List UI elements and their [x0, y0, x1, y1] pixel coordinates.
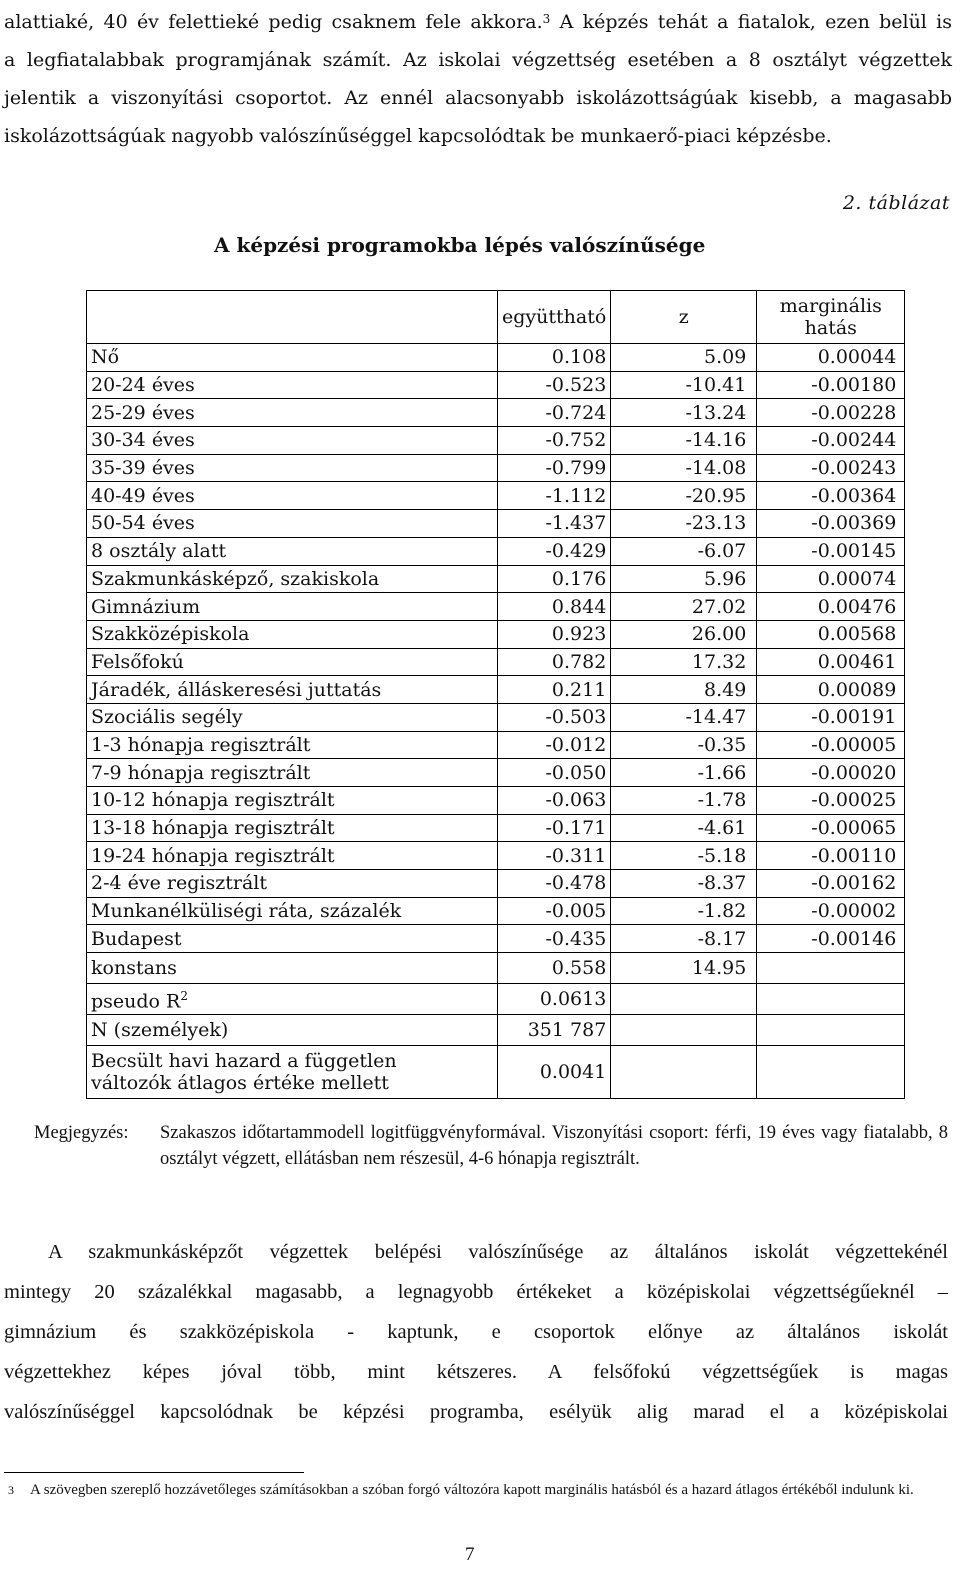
row-label: 40-49 éves — [87, 482, 498, 510]
table-title: A képzési programokba lépés valószínűsége — [214, 233, 706, 257]
marginal-cell: -0.00369 — [757, 510, 905, 538]
header-z: z — [611, 291, 757, 344]
marginal-cell: -0.00191 — [757, 703, 905, 731]
page-number: 7 — [465, 1544, 475, 1565]
row-label: 2-4 éve regisztrált — [87, 870, 498, 898]
row-label: konstans — [87, 953, 498, 984]
footnote-mark: 3 — [8, 1483, 14, 1497]
empty-cell — [611, 984, 757, 1015]
note-label: Megjegyzés: — [34, 1123, 129, 1143]
marginal-cell: -0.00364 — [757, 482, 905, 510]
z-cell: -20.95 — [611, 482, 757, 510]
empty-cell — [757, 953, 905, 984]
table-row — [87, 703, 905, 731]
z-cell: -8.37 — [611, 870, 757, 898]
note-text: Szakaszos időtartammodell logitfüggvényformával. Viszonyítási csoport: férfi, 19 éves vagy fiatalabb, 8 osztályt végzett, ellátásban nem részesül, 4-6 hónapja regisztrált. — [160, 1123, 948, 1169]
table-row — [87, 925, 905, 953]
coef-cell: 0.0041 — [498, 1046, 611, 1099]
row-label: 25-29 éves — [87, 399, 498, 427]
coef-cell: -0.799 — [498, 454, 611, 482]
coef-cell: -0.063 — [498, 787, 611, 815]
superscript: 2 — [180, 989, 188, 1004]
z-cell: -10.41 — [611, 371, 757, 399]
table-row — [87, 620, 905, 648]
coef-cell: -0.171 — [498, 814, 611, 842]
table-row — [87, 510, 905, 538]
table-row — [87, 565, 905, 593]
row-label: 20-24 éves — [87, 371, 498, 399]
row-label: Járadék, álláskeresési juttatás — [87, 676, 498, 704]
z-cell: -5.18 — [611, 842, 757, 870]
header-marginal: marginális hatás — [757, 291, 905, 344]
footnote-text: A szövegben szereplő hozzávetőleges számításokban a szóban forgó változóra kapott marginális hatásból és a hazard átlagos értékéből indulunk ki. — [30, 1482, 914, 1498]
coef-cell: 0.176 — [498, 565, 611, 593]
z-cell: -6.07 — [611, 537, 757, 565]
body-line-2: mintegy 20 százalékkal magasabb, a legnagyobb értékeket a középiskolai végzettségűeknél – — [4, 1281, 948, 1303]
table-row — [87, 427, 905, 455]
z-cell: -8.17 — [611, 925, 757, 953]
row-label: N (személyek) — [87, 1015, 498, 1046]
row-label — [87, 984, 498, 1015]
table-row — [87, 897, 905, 925]
table-row — [87, 454, 905, 482]
z-cell: 5.09 — [611, 344, 757, 372]
marginal-cell: 0.00044 — [757, 344, 905, 372]
coef-cell: 351 787 — [498, 1015, 611, 1046]
table-row — [87, 759, 905, 787]
marginal-cell: -0.00110 — [757, 842, 905, 870]
z-cell: -13.24 — [611, 399, 757, 427]
body-paragraph — [4, 1232, 948, 1432]
coef-cell: -0.724 — [498, 399, 611, 427]
body-line-4: végzettekhez képes jóval több, mint kétszeres. A felsőfokú végzettségűek is magas — [4, 1361, 948, 1383]
pseudo-label: pseudo R — [91, 990, 181, 1013]
z-cell: 26.00 — [611, 620, 757, 648]
row-label: Budapest — [87, 925, 498, 953]
marginal-cell: -0.00243 — [757, 454, 905, 482]
table-row — [87, 731, 905, 759]
hazard-label-line2: változók átlagos értéke mellett — [91, 1072, 389, 1095]
marginal-cell: -0.00025 — [757, 787, 905, 815]
marginal-cell: 0.00461 — [757, 648, 905, 676]
table-row — [87, 371, 905, 399]
marginal-cell: -0.00145 — [757, 537, 905, 565]
marginal-cell: -0.00065 — [757, 814, 905, 842]
coef-cell: 0.0613 — [498, 984, 611, 1015]
coef-cell: 0.844 — [498, 593, 611, 621]
table-row — [87, 537, 905, 565]
z-cell: 5.96 — [611, 565, 757, 593]
row-label: 13-18 hónapja regisztrált — [87, 814, 498, 842]
row-label: Szakmunkásképző, szakiskola — [87, 565, 498, 593]
z-cell: 14.95 — [611, 953, 757, 984]
row-label: 1-3 hónapja regisztrált — [87, 731, 498, 759]
marginal-cell: -0.00180 — [757, 371, 905, 399]
row-label: 35-39 éves — [87, 454, 498, 482]
marginal-cell: -0.00228 — [757, 399, 905, 427]
coef-cell: -0.012 — [498, 731, 611, 759]
coef-cell: 0.211 — [498, 676, 611, 704]
table-row — [87, 648, 905, 676]
row-label — [87, 1046, 498, 1099]
table-row-hazard — [87, 1046, 905, 1099]
coef-cell: -0.752 — [498, 427, 611, 455]
coef-cell: -1.112 — [498, 482, 611, 510]
z-cell: -23.13 — [611, 510, 757, 538]
intro-paragraph — [4, 0, 952, 155]
marginal-cell: 0.00074 — [757, 565, 905, 593]
footnote-separator — [4, 1472, 304, 1473]
z-cell: -14.16 — [611, 427, 757, 455]
empty-cell — [757, 1046, 905, 1099]
header-empty-cell — [87, 291, 498, 344]
body-line-1: A szakmunkásképzőt végzettek belépési valószínűsége az általános iskolát végzettekénél — [48, 1241, 948, 1263]
footnote — [4, 1480, 948, 1501]
marginal-cell: 0.00476 — [757, 593, 905, 621]
z-cell: 27.02 — [611, 593, 757, 621]
empty-cell — [611, 1015, 757, 1046]
row-label: Munkanélküliségi ráta, százalék — [87, 897, 498, 925]
hazard-label-line1: Becsült havi hazard a független — [91, 1050, 397, 1073]
table-row-konstans — [87, 953, 905, 984]
coef-cell: -0.435 — [498, 925, 611, 953]
table-row — [87, 814, 905, 842]
body-line-5: valószínűséggel kapcsolódnak be képzési programba, esélyük alig marad el a középiskolai — [4, 1401, 948, 1423]
z-cell: -4.61 — [611, 814, 757, 842]
coef-cell: -0.523 — [498, 371, 611, 399]
table-row — [87, 482, 905, 510]
row-label: Szociális segély — [87, 703, 498, 731]
intro-line-4: iskolázottságúak nagyobb valószínűséggel kapcsolódtak be munkaerő-piaci képzésbe. — [4, 125, 832, 147]
empty-cell — [757, 984, 905, 1015]
intro-line-2: a legfiatalabbak programjának számít. Az iskolai végzettség esetében a 8 osztályt végzettek — [4, 49, 952, 71]
table-row — [87, 399, 905, 427]
coef-cell: 0.923 — [498, 620, 611, 648]
marginal-cell: -0.00146 — [757, 925, 905, 953]
header-coef: együttható — [498, 291, 611, 344]
z-cell: -14.47 — [611, 703, 757, 731]
intro-line-1: alattiaké, 40 év felettieké pedig csaknem fele akkora.$^3$ A képzés tehát a fiatalok, ezen belül is — [4, 11, 952, 33]
table-row-n — [87, 1015, 905, 1046]
z-cell: 17.32 — [611, 648, 757, 676]
z-cell: 8.49 — [611, 676, 757, 704]
table-row — [87, 787, 905, 815]
marginal-cell: 0.00089 — [757, 676, 905, 704]
z-cell: -14.08 — [611, 454, 757, 482]
coef-cell: 0.558 — [498, 953, 611, 984]
table-row — [87, 842, 905, 870]
row-label: 10-12 hónapja regisztrált — [87, 787, 498, 815]
coef-cell: -1.437 — [498, 510, 611, 538]
table-row — [87, 593, 905, 621]
table-row — [87, 676, 905, 704]
table-note — [34, 1120, 948, 1172]
empty-cell — [757, 1015, 905, 1046]
row-label: Gimnázium — [87, 593, 498, 621]
marginal-cell: -0.00002 — [757, 897, 905, 925]
z-cell: -1.66 — [611, 759, 757, 787]
z-cell: -1.78 — [611, 787, 757, 815]
row-label: 7-9 hónapja regisztrált — [87, 759, 498, 787]
coef-cell: -0.005 — [498, 897, 611, 925]
coef-cell: -0.503 — [498, 703, 611, 731]
table-header-row — [87, 291, 905, 344]
coef-cell: -0.050 — [498, 759, 611, 787]
z-cell: -1.82 — [611, 897, 757, 925]
row-label: 19-24 hónapja regisztrált — [87, 842, 498, 870]
body-line-3: gimnázium és szakközépiskola - kaptunk, e csoportok előnye az általános iskolát — [4, 1321, 948, 1343]
coef-cell: 0.782 — [498, 648, 611, 676]
row-label: Szakközépiskola — [87, 620, 498, 648]
marginal-cell: 0.00568 — [757, 620, 905, 648]
coef-cell: 0.108 — [498, 344, 611, 372]
marginal-cell: -0.00020 — [757, 759, 905, 787]
marginal-cell: -0.00005 — [757, 731, 905, 759]
intro-line-3: jelentik a viszonyítási csoportot. Az ennél alacsonyabb iskolázottságúak kisebb, a magasabb — [4, 87, 952, 109]
regression-table — [86, 290, 905, 1099]
empty-cell — [611, 1046, 757, 1099]
marginal-cell: -0.00244 — [757, 427, 905, 455]
table-row — [87, 870, 905, 898]
row-label: 8 osztály alatt — [87, 537, 498, 565]
footnote-ref: 3 — [542, 12, 551, 26]
table-row-pseudo-r2 — [87, 984, 905, 1015]
coef-cell: -0.429 — [498, 537, 611, 565]
marginal-cell: -0.00162 — [757, 870, 905, 898]
row-label: 50-54 éves — [87, 510, 498, 538]
row-label: Felsőfokú — [87, 648, 498, 676]
row-label: 30-34 éves — [87, 427, 498, 455]
coef-cell: -0.478 — [498, 870, 611, 898]
table-number-label: 2. táblázat — [842, 192, 950, 214]
coef-cell: -0.311 — [498, 842, 611, 870]
row-label: Nő — [87, 344, 498, 372]
table-row — [87, 344, 905, 372]
z-cell: -0.35 — [611, 731, 757, 759]
